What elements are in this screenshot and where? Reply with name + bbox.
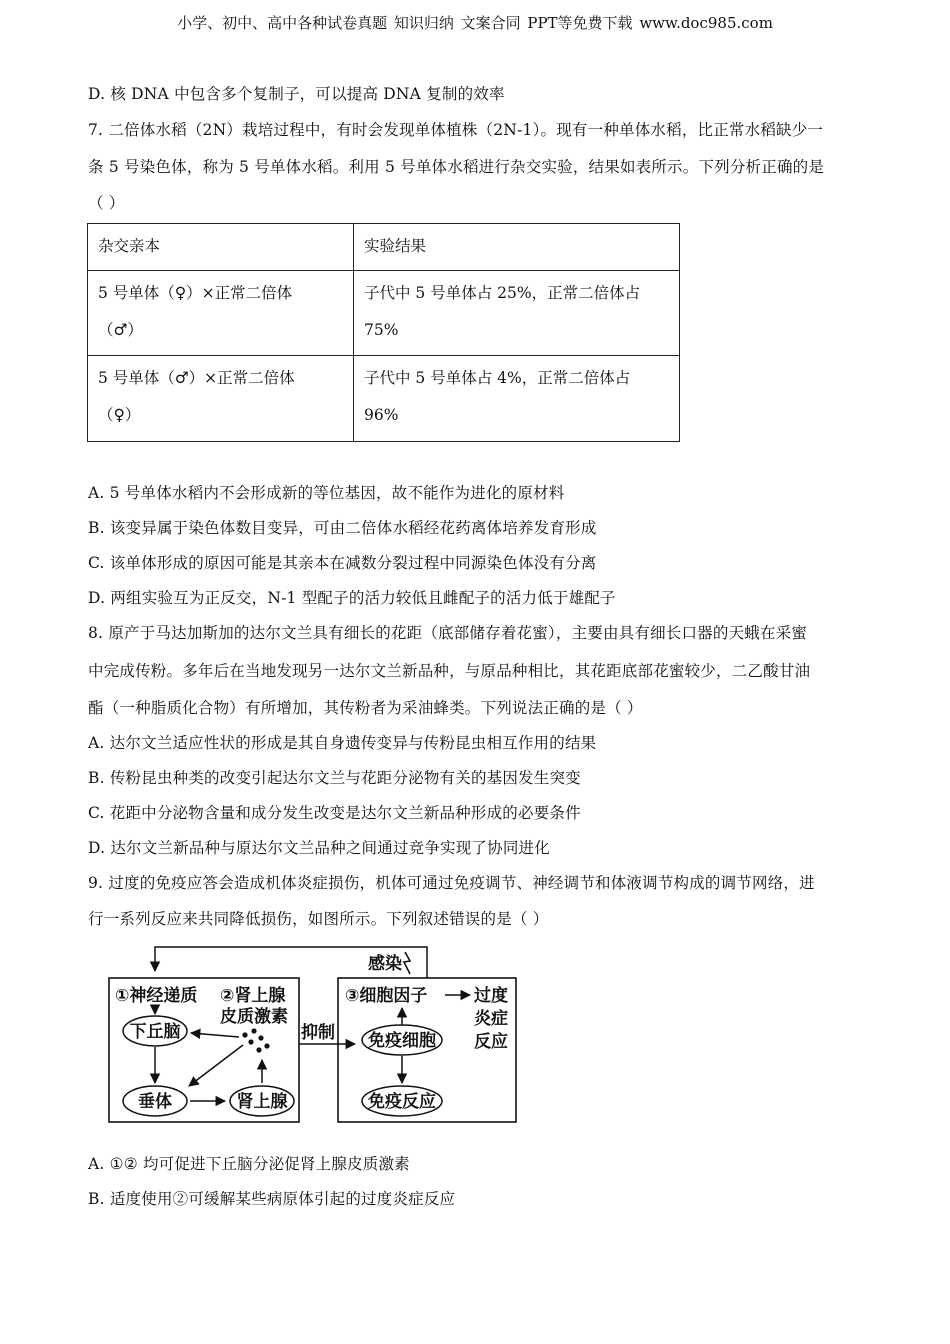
q7-stem-line-3: （ ） — [88, 194, 125, 212]
table-cell-parent: 5 号单体（♀）×正常二倍体 （♂） — [88, 271, 354, 356]
table-header-row — [88, 224, 680, 271]
cytokine-label: ③细胞因子 — [345, 986, 428, 1006]
q6-option-d: D. 核 DNA 中包含多个复制子，可以提高 DNA 复制的效率 — [88, 85, 505, 103]
table-cell-result: 子代中 5 号单体占 25%，正常二倍体占 75% — [354, 271, 680, 356]
infection-label: 感染 — [368, 954, 402, 974]
excess-label-line2: 炎症 — [474, 1009, 508, 1029]
neurotransmitter-label: ①神经递质 — [115, 986, 198, 1006]
q9-option-b: B. 适度使用②可缓解某些病原体引起的过度炎症反应 — [88, 1190, 456, 1208]
q8-stem-line-1: 8. 原产于马达加斯加的达尔文兰具有细长的花距（底部储存着花蜜），主要由具有细长口器的天蛾在采蜜 — [88, 624, 808, 642]
q7-stem-line-1: 7. 二倍体水稻（2N）栽培过程中，有时会发现单体植株（2N-1）。现有一种单体水稻，比正常水稻缺少一 — [88, 121, 824, 139]
q7-option-a: A. 5 号单体水稻内不会形成新的等位基因，故不能作为进化的原材料 — [88, 484, 565, 502]
regulation-network-diagram — [105, 945, 525, 1130]
cross-result-table — [87, 223, 680, 442]
inhibit-label: 抑制 — [301, 1023, 335, 1043]
table-header-cell: 实验结果 — [354, 224, 680, 271]
q8-option-a: A. 达尔文兰适应性状的形成是其自身遗传变异与传粉昆虫相互作用的结果 — [88, 734, 597, 752]
excess-label-line3: 反应 — [474, 1032, 508, 1052]
hormone-to-hypothalamus-arrow — [191, 1033, 239, 1037]
q8-option-b: B. 传粉昆虫种类的改变引起达尔文兰与花距分泌物有关的基因发生突变 — [88, 769, 581, 787]
table-row — [88, 271, 680, 356]
table-header-cell: 杂交亲本 — [88, 224, 354, 271]
table-row — [88, 356, 680, 442]
immune-response-label: 免疫反应 — [368, 1092, 436, 1112]
table-cell-parent: 5 号单体（♂）×正常二倍体 （♀） — [88, 356, 354, 442]
excess-label-line1: 过度 — [474, 986, 508, 1006]
q7-stem-line-2: 条 5 号染色体，称为 5 号单体水稻。利用 5 号单体水稻进行杂交实验，结果如表所示。下列分析正确的是 — [88, 158, 825, 176]
table-cell-result: 子代中 5 号单体占 4%，正常二倍体占 96% — [354, 356, 680, 442]
q9-stem-line-2: 行一系列反应来共同降低损伤，如图所示。下列叙述错误的是（ ） — [88, 910, 549, 928]
page-header: 小学、初中、高中各种试卷真题 知识归纳 文案合同 PPT等免费下载 www.doc985.com — [177, 14, 773, 32]
hypothalamus-label: 下丘脑 — [129, 1022, 181, 1042]
hormone-label-line2: 皮质激素 — [220, 1007, 288, 1027]
hormone-to-pituitary-arrow — [189, 1045, 243, 1086]
q8-option-d: D. 达尔文兰新品种与原达尔文兰品种之间通过竞争实现了协同进化 — [88, 839, 550, 857]
q8-stem-line-3: 酯（一种脂质化合物）有所增加，其传粉者为采油蜂类。下列说法正确的是（ ） — [88, 699, 643, 717]
immune-cell-label: 免疫细胞 — [368, 1031, 436, 1051]
adrenal-label: 肾上腺 — [236, 1092, 288, 1112]
pituitary-label: 垂体 — [138, 1092, 172, 1112]
q9-stem-line-1: 9. 过度的免疫应答会造成机体炎症损伤，机体可通过免疫调节、神经调节和体液调节构成的调节网络，进 — [88, 874, 815, 892]
q7-option-d: D. 两组实验互为正反交，N-1 型配子的活力较低且雌配子的活力低于雄配子 — [88, 589, 616, 607]
q7-option-c: C. 该单体形成的原因可能是其亲本在减数分裂过程中同源染色体没有分离 — [88, 554, 597, 572]
q9-option-a: A. ①② 均可促进下丘脑分泌促肾上腺皮质激素 — [88, 1155, 410, 1173]
q7-option-b: B. 该变异属于染色体数目变异，可由二倍体水稻经花药离体培养发育形成 — [88, 519, 597, 537]
hormone-label-line1: ②肾上腺 — [220, 986, 286, 1006]
q8-option-c: C. 花距中分泌物含量和成分发生改变是达尔文兰新品种形成的必要条件 — [88, 804, 581, 822]
hormone-dots — [242, 1028, 269, 1052]
q8-stem-line-2: 中完成传粉。多年后在当地发现另一达尔文兰新品种，与原品种相比，其花距底部花蜜较少，二乙酸甘油 — [88, 662, 811, 680]
